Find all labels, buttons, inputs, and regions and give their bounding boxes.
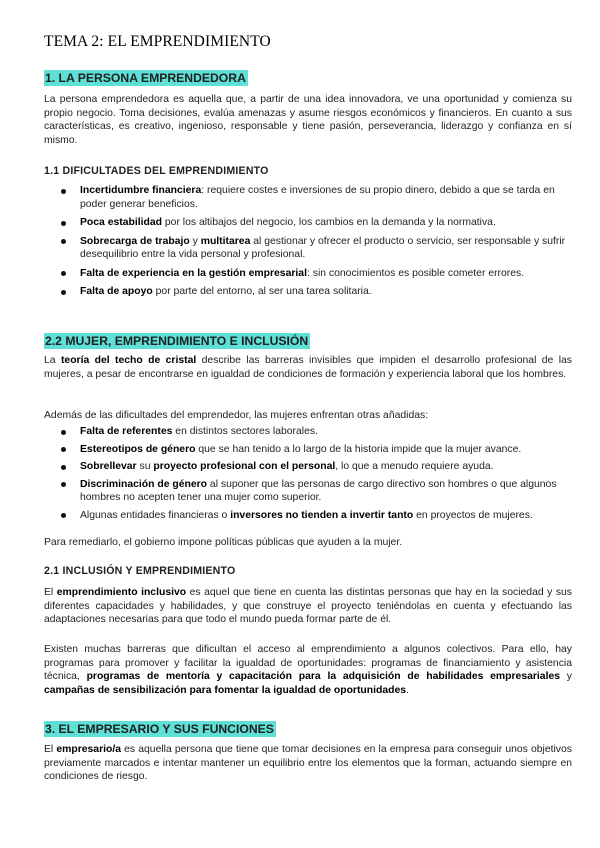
list-item: Algunas entidades financieras o inversores no tienden a invertir tanto en proyectos de mujeres. [44,509,572,523]
section-heading-empresario [44,721,276,737]
paragraph-persona-emprendedora: La persona emprendedora es aquella que, a partir de una idea innovadora, ve una oportunidad y comienza su propio negocio. Toma decisiones, evalúa amenazas y asume riesgos económicos y financieros. En cuanto a sus características, es creativo, ingenioso, responsable y tiene pasión, perseverancia, liderazgo y confianza en sí mismo. [44,94,572,146]
paragraph-barreras: Existen muchas barreras que dificultan el acceso al emprendimiento a algunos colectivos. Para ello, hay programas para promover y facilitar la igualdad de oportunidades: programas de financiamiento y asistencia técnica, programas de mentoría y capacitación para la adquisición de habilidades empresariales y campañas de sensibilización para fomentar la igualdad de oportunidades. [44,644,572,696]
paragraph-empresario: El empresario/a es aquella persona que tiene que tomar decisiones en la empresa para conseguir unos objetivos previamente marcados e intentar mantener un equilibrio entre los elementos que la forman, actuando siempre en condiciones de riesgo. [44,744,572,782]
list-item: Estereotipos de género que se han tenido a lo largo de la historia impide que la mujer avance. [44,443,572,457]
list-item: Falta de apoyo por parte del entorno, al ser una tarea solitaria. [44,285,572,299]
paragraph-techo-de-cristal: La teoría del techo de cristal describe las barreras invisibles que impiden el desarrollo profesional de las mujeres, a pesar de encontrarse en igualdad de condiciones de formación y experiencia laboral que los hombres. [44,355,572,380]
section-heading-persona-emprendedora [44,70,248,86]
page-title: TEMA 2: EL EMPRENDIMIENTO [44,33,271,50]
section-heading-text: 2.2 MUJER, EMPRENDIMIENTO E INCLUSIÓN [45,334,309,348]
list-item: Falta de experiencia en la gestión empresarial: sin conocimientos es posible cometer errores. [44,267,572,281]
list-item: Incertidumbre financiera: requiere costes e inversiones de su propio dinero, debido a que se tarda en poder generar beneficios. [44,184,572,211]
paragraph-dificultades-mujeres: Además de las dificultades del emprendedor, las mujeres enfrentan otras añadidas: [44,410,429,421]
list-item: Sobrellevar su proyecto profesional con el personal, lo que a menudo requiere ayuda. [44,460,572,474]
paragraph-emprendimiento-inclusivo: El emprendimiento inclusivo es aquel que tiene en cuenta las distintas personas que hay en la sociedad y sus diferentes capacidades y habilidades, y que construye el proyecto teniéndolas en cuenta y efectuando las adaptaciones necesarias para que todo el mundo pueda formar parte de él. [44,587,572,625]
subsection-heading-inclusion: 2.1 INCLUSIÓN Y EMPRENDIMIENTO [44,565,236,577]
section-heading-mujer-emprendimiento [44,333,310,349]
section-heading-text: 3. EL EMPRESARIO Y SUS FUNCIONES [45,722,274,736]
dificultades-mujeres-list [44,425,572,522]
section-heading-text: 1. LA PERSONA EMPRENDEDORA [45,71,246,85]
paragraph-remedio: Para remediarlo, el gobierno impone políticas públicas que ayuden a la mujer. [44,537,403,548]
list-item: Poca estabilidad por los altibajos del negocio, los cambios en la demanda y la normativa. [44,216,572,230]
subsection-heading-dificultades: 1.1 DIFICULTADES DEL EMPRENDIMIENTO [44,165,269,177]
dificultades-list [44,184,572,299]
list-item: Sobrecarga de trabajo y multitarea al gestionar y ofrecer el producto o servicio, ser responsable y sufrir desequilibrio entre la vida personal y profesional. [44,235,572,262]
list-item: Discriminación de género al suponer que las personas de cargo directivo son hombres o que algunos hombres no acepten tener una mujer como superior. [44,478,572,505]
list-item: Falta de referentes en distintos sectores laborales. [44,425,572,439]
